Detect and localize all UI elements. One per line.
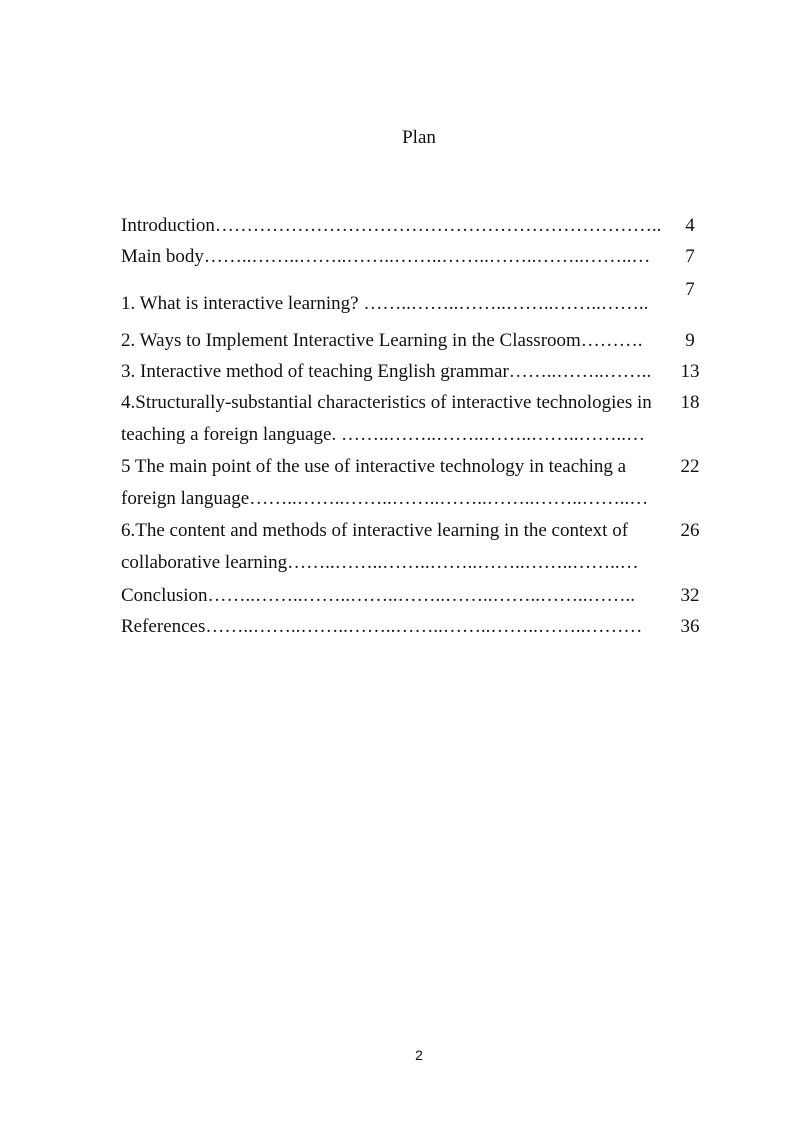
- toc-entry-label: 2. Ways to Implement Interactive Learning in the Classroom……….: [121, 330, 643, 351]
- toc-entry-label: Conclusion……..……..……..……..……..……..……..……..……..: [121, 585, 636, 606]
- toc-entry-label: References……..……..……..……..……..……..……..……..………: [121, 616, 643, 637]
- toc-entry-label: Introduction……………………………………………………………..: [121, 215, 662, 236]
- toc-entry-label: 3. Interactive method of teaching English grammar……..……..……..: [121, 361, 652, 382]
- toc-entry-page: 26: [680, 520, 700, 541]
- toc-entry-page: 32: [680, 585, 700, 606]
- toc-entry-page: 13: [680, 361, 700, 382]
- toc-entry-page: 4: [685, 215, 695, 236]
- page-title: Plan: [402, 127, 436, 148]
- footer-page-number: 2: [415, 1047, 423, 1063]
- toc-entry-label: 6.The content and methods of interactive learning in the context of collaborative learning……..……..……..……..……..……..……..…: [121, 520, 639, 573]
- toc-entry-page: 7: [685, 279, 695, 300]
- toc-entry-label: 4.Structurally-substantial characteristics of interactive technologies in teaching a foreign language. ……..……..……..……..……..……..…: [121, 392, 652, 445]
- toc-entry-page: 7: [685, 246, 695, 267]
- toc-entry-label: 5 The main point of the use of interactive technology in teaching a foreign language……..……..……..……..……..……..……..……..…: [121, 456, 649, 509]
- toc-entry-page: 22: [680, 456, 700, 477]
- toc-entry-page: 9: [685, 330, 695, 351]
- toc-entry-page: 36: [680, 616, 700, 637]
- toc-entry-label: Main body……..……..……..……..……..……..……..……..……..…: [121, 246, 651, 267]
- toc-entry-label: 1. What is interactive learning? ……..……..……..……..……..……..: [121, 293, 649, 314]
- toc-entry-page: 18: [680, 392, 700, 413]
